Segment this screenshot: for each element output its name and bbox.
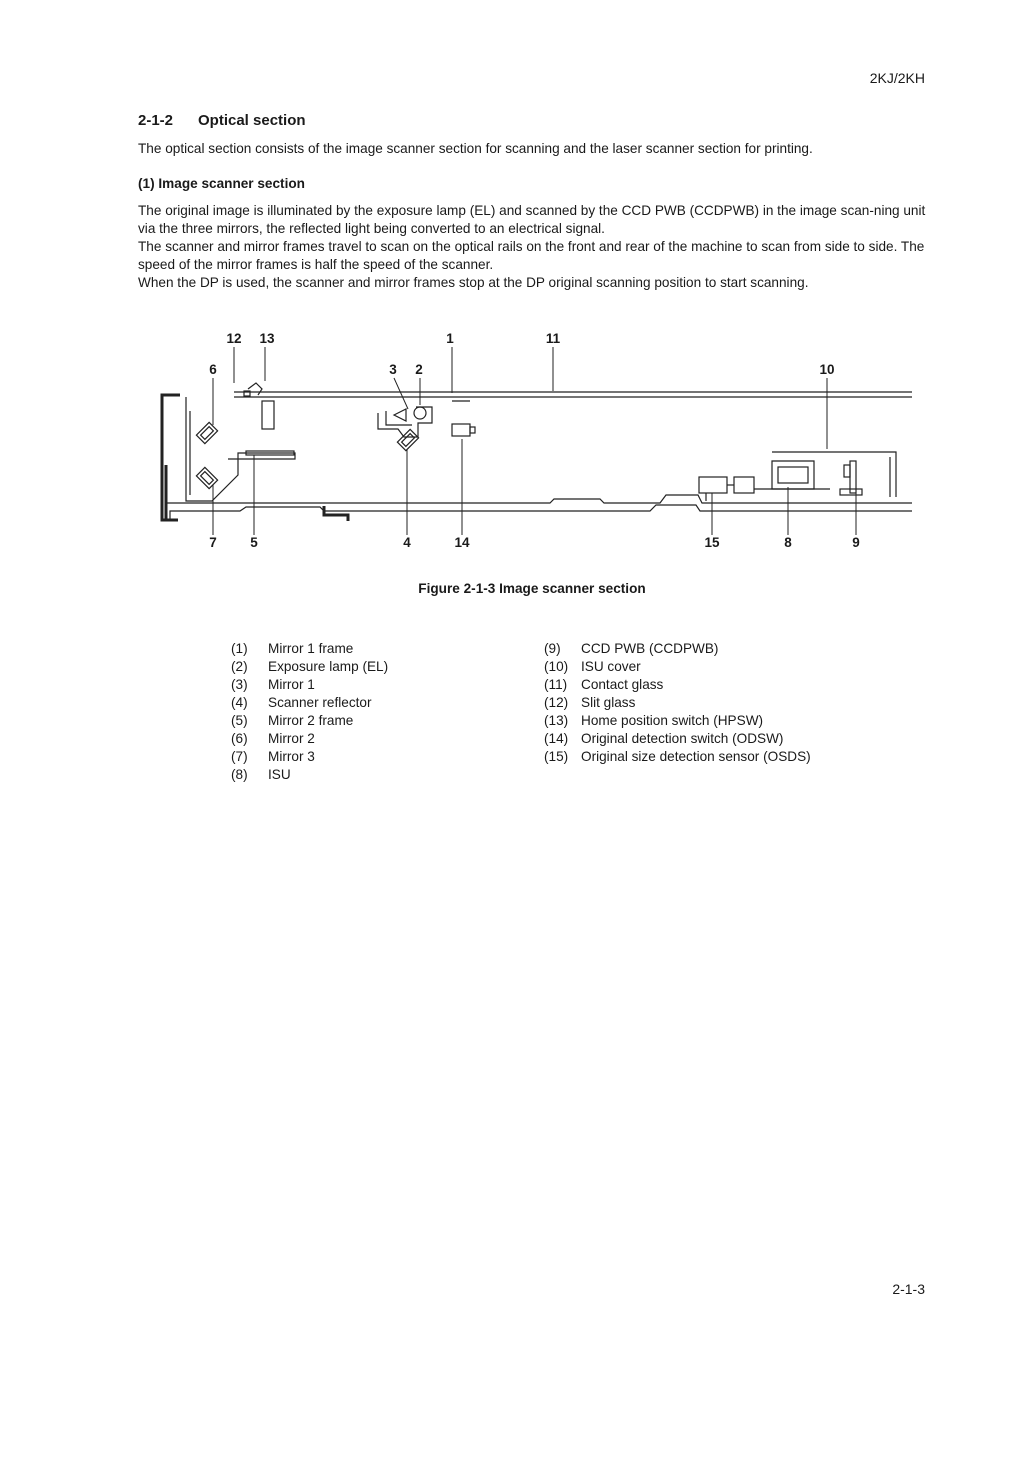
legend-item: (9) CCD PWB (CCDPWB) (544, 641, 719, 656)
paragraph-1: The original image is illuminated by the exposure lamp (EL) and scanned by the CCD PWB (CCDPWB) in the image scan-ning unit via the three mirrors, the reflected light being converted to an electrical signal. (138, 203, 926, 236)
legend-left (231, 640, 388, 784)
legend-item: (4) Scanner reflector (231, 695, 372, 710)
callout-4: 4 (403, 535, 411, 550)
callout-13: 13 (259, 331, 275, 346)
section-title: Optical section (198, 112, 306, 129)
legend-item: (11) Contact glass (544, 677, 664, 692)
callout-5: 5 (250, 535, 258, 550)
paragraph-2: The scanner and mirror frames travel to scan on the optical rails on the front and rear of the machine to scan from side to side. The speed of the mirror frames is half the speed of the scanner. (138, 239, 925, 272)
section-number: 2-1-2 (138, 112, 174, 129)
intro-paragraph: The optical section consists of the image scanner section for scanning and the laser scanner section for printing. (138, 141, 813, 156)
paragraph-3: When the DP is used, the scanner and mirror frames stop at the DP original scanning position to start scanning. (138, 275, 809, 290)
section-heading (138, 112, 306, 129)
callout-9: 9 (852, 535, 860, 550)
legend-item: (13) Home position switch (HPSW) (544, 713, 764, 728)
document-code: 2KJ/2KH (869, 70, 925, 86)
callout-3: 3 (389, 362, 397, 377)
legend-item: (8) ISU (231, 767, 291, 782)
legend-item: (3) Mirror 1 (231, 677, 315, 692)
body-paragraphs (138, 202, 928, 292)
callout-8: 8 (784, 535, 792, 550)
callout-12: 12 (226, 331, 242, 346)
legend-item: (12) Slit glass (544, 695, 636, 710)
subsection-heading: (1) Image scanner section (138, 176, 305, 191)
callout-2: 2 (415, 362, 423, 377)
legend-item: (1) Mirror 1 frame (231, 641, 354, 656)
legend-item: (2) Exposure lamp (EL) (231, 659, 389, 674)
legend-item: (6) Mirror 2 (231, 731, 315, 746)
legend-item: (5) Mirror 2 frame (231, 713, 354, 728)
callout-1: 1 (446, 331, 454, 346)
callout-10: 10 (819, 362, 835, 377)
callout-14: 14 (454, 535, 470, 550)
callout-11: 11 (545, 331, 561, 346)
page-number: 2-1-3 (892, 1281, 925, 1297)
legend-right (544, 640, 811, 766)
figure-caption: Figure 2-1-3 Image scanner section (418, 581, 646, 596)
legend-item: (7) Mirror 3 (231, 749, 315, 764)
legend-item: (10) ISU cover (544, 659, 641, 674)
legend-item: (14) Original detection switch (ODSW) (544, 731, 784, 746)
legend-item: (15) Original size detection sensor (OSDS) (544, 749, 811, 764)
scanner-diagram (150, 325, 920, 555)
callout-7: 7 (209, 535, 217, 550)
callout-6: 6 (209, 362, 217, 377)
callout-15: 15 (704, 535, 720, 550)
